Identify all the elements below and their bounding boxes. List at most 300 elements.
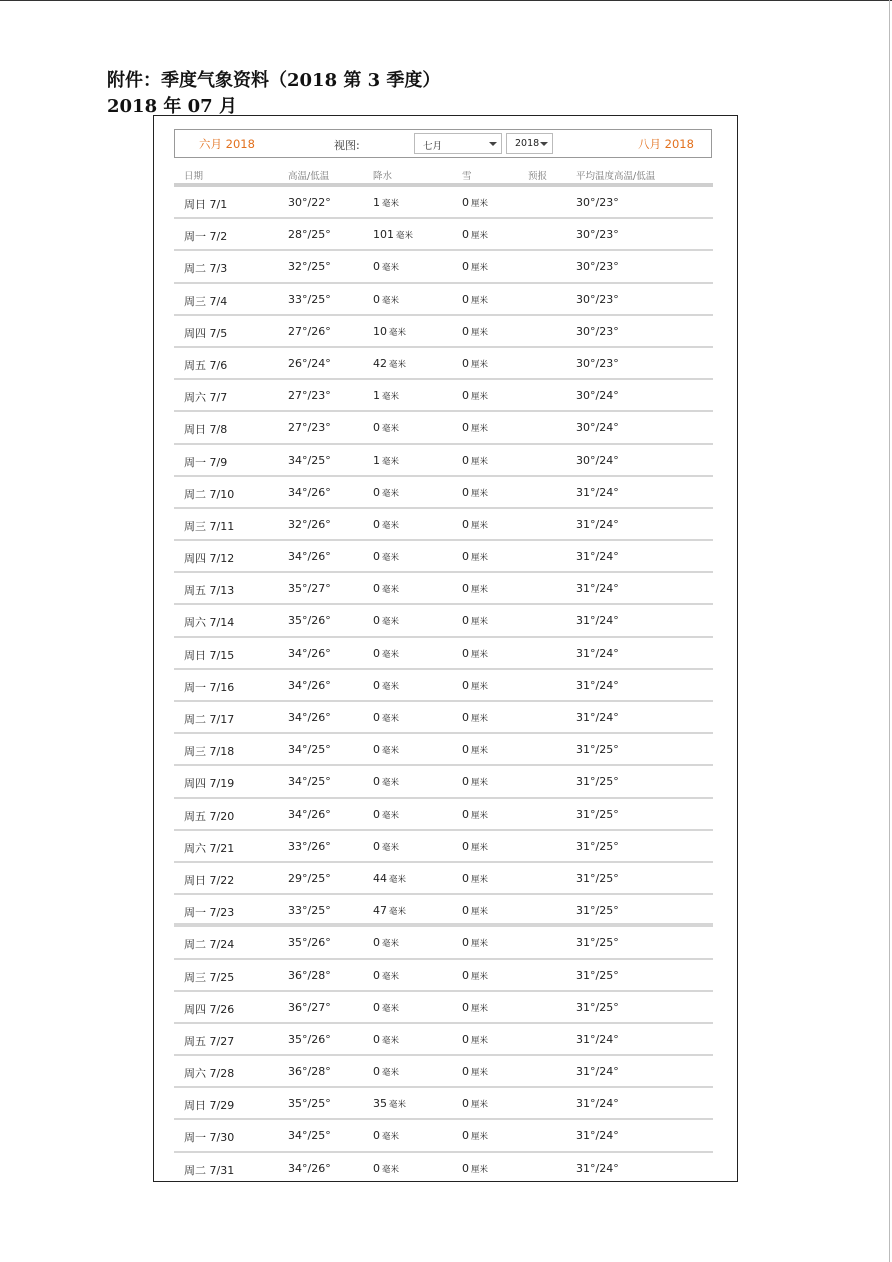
row-precip-value: 0 <box>373 678 380 692</box>
table-row <box>174 1024 713 1056</box>
row-precip-unit: 毫米 <box>389 874 407 885</box>
row-snow-value: 0 <box>462 904 469 918</box>
row-snow <box>462 357 488 370</box>
row-snow <box>462 840 488 853</box>
table-row <box>174 670 713 702</box>
row-precip-value: 101 <box>373 228 394 242</box>
row-avg-high-low: 31°/25° <box>576 936 619 950</box>
row-avg-high-low: 31°/24° <box>576 646 619 660</box>
row-precip <box>373 260 399 273</box>
row-precip-unit: 毫米 <box>389 1100 407 1111</box>
row-precip-value: 0 <box>373 1065 380 1079</box>
row-avg-high-low: 31°/24° <box>576 550 619 564</box>
table-row <box>174 573 713 605</box>
table-row <box>174 960 713 992</box>
row-avg-high-low: 31°/25° <box>576 904 619 918</box>
row-date: 周二 7/10 <box>184 487 235 501</box>
row-snow-unit: 厘米 <box>471 327 489 338</box>
row-precip <box>373 293 399 306</box>
row-snow-unit: 厘米 <box>471 585 489 596</box>
row-high-low: 34°/25° <box>288 1129 331 1143</box>
row-precip-value: 0 <box>373 711 380 724</box>
row-precip-unit: 毫米 <box>382 714 400 724</box>
row-precip-unit: 毫米 <box>382 1132 400 1143</box>
row-avg-high-low: 31°/25° <box>576 743 619 757</box>
table-row <box>174 766 713 798</box>
row-date: 周四 7/5 <box>184 326 228 340</box>
row-avg-high-low: 31°/25° <box>576 968 619 982</box>
row-precip <box>373 775 399 788</box>
row-snow <box>462 260 488 273</box>
row-precip <box>373 1162 399 1175</box>
row-precip-unit: 毫米 <box>396 231 414 242</box>
row-snow <box>462 582 488 595</box>
row-date: 周五 7/13 <box>184 584 235 598</box>
row-high-low: 34°/26° <box>288 678 331 692</box>
page-right-edge <box>889 0 890 1262</box>
row-snow <box>462 228 488 241</box>
row-precip-unit: 毫米 <box>389 327 407 338</box>
row-precip <box>373 743 399 756</box>
row-precip-unit: 毫米 <box>382 939 400 950</box>
row-snow <box>462 389 488 402</box>
row-precip-value: 0 <box>373 839 380 853</box>
row-precip-value: 0 <box>373 1161 380 1175</box>
row-avg-high-low: 31°/25° <box>576 1000 619 1014</box>
column-header-date: 日期 <box>184 171 204 182</box>
row-precip-unit: 毫米 <box>382 553 400 564</box>
row-snow-value: 0 <box>462 1129 469 1143</box>
month-navigation-bar <box>174 129 712 158</box>
row-high-low: 26°/24° <box>288 356 331 370</box>
row-snow-value: 0 <box>462 550 469 564</box>
row-avg-high-low: 31°/24° <box>576 517 619 531</box>
page-top-rule <box>0 0 892 1</box>
row-date: 周四 7/26 <box>184 1002 235 1016</box>
row-precip <box>373 1065 399 1078</box>
row-snow <box>462 904 488 917</box>
row-snow <box>462 550 488 563</box>
column-header-snow: 雪 <box>462 171 472 182</box>
row-snow <box>462 679 488 692</box>
row-snow <box>462 325 488 338</box>
row-precip-value: 0 <box>373 743 380 757</box>
row-high-low: 36°/28° <box>288 968 331 982</box>
table-row <box>174 380 713 412</box>
row-snow-value: 0 <box>462 807 469 821</box>
table-row <box>174 541 713 573</box>
row-date: 周四 7/12 <box>184 552 235 566</box>
row-high-low: 34°/26° <box>288 1161 331 1175</box>
row-precip-value: 0 <box>373 1000 380 1014</box>
row-date: 周三 7/4 <box>184 294 228 308</box>
row-snow-value: 0 <box>462 678 469 692</box>
row-precip-value: 0 <box>373 775 380 789</box>
row-snow-value: 0 <box>462 871 469 885</box>
table-row <box>174 187 713 219</box>
row-snow-unit: 厘米 <box>471 1003 489 1014</box>
row-date: 周五 7/20 <box>184 809 235 823</box>
row-precip-unit: 毫米 <box>389 907 407 918</box>
table-row <box>174 1153 713 1185</box>
row-snow <box>462 936 488 949</box>
row-snow <box>462 421 488 434</box>
row-precip-value: 42 <box>373 356 387 370</box>
row-precip-unit: 毫米 <box>382 1035 400 1046</box>
row-date: 周六 7/7 <box>184 391 228 405</box>
row-date: 周一 7/2 <box>184 230 228 244</box>
row-precip <box>373 389 399 402</box>
row-date: 周二 7/24 <box>184 938 235 952</box>
row-avg-high-low: 31°/24° <box>576 1065 619 1079</box>
row-precip-value: 10 <box>373 324 387 338</box>
row-snow-unit: 厘米 <box>471 746 489 757</box>
row-precip <box>373 1097 406 1110</box>
row-precip-unit: 毫米 <box>382 585 400 596</box>
row-snow <box>462 808 488 821</box>
row-snow-value: 0 <box>462 389 469 403</box>
row-snow-unit: 厘米 <box>471 424 489 435</box>
row-high-low: 35°/26° <box>288 614 331 628</box>
row-avg-high-low: 31°/25° <box>576 839 619 853</box>
row-precip-value: 1 <box>373 196 380 209</box>
row-snow <box>462 1033 488 1046</box>
row-precip-unit: 毫米 <box>382 263 400 274</box>
row-snow <box>462 872 488 885</box>
row-avg-high-low: 31°/24° <box>576 1097 619 1111</box>
row-snow-value: 0 <box>462 646 469 660</box>
row-high-low: 32°/26° <box>288 517 331 531</box>
row-precip-value: 44 <box>373 871 387 885</box>
row-high-low: 33°/25° <box>288 904 331 918</box>
column-header-forecast: 预报 <box>528 171 548 182</box>
row-precip <box>373 1001 399 1014</box>
table-row <box>174 1088 713 1120</box>
next-month-link[interactable]: 八月 2018 <box>638 137 694 151</box>
row-avg-high-low: 31°/24° <box>576 614 619 628</box>
row-precip-unit: 毫米 <box>382 810 400 821</box>
row-snow-value: 0 <box>462 356 469 370</box>
row-precip-unit: 毫米 <box>382 746 400 757</box>
month-select[interactable] <box>414 133 502 154</box>
row-high-low: 33°/25° <box>288 292 331 306</box>
row-precip-unit: 毫米 <box>382 520 400 531</box>
row-precip-value: 0 <box>373 517 380 531</box>
row-precip <box>373 1033 399 1046</box>
row-high-low: 36°/28° <box>288 1065 331 1079</box>
table-row <box>174 477 713 509</box>
row-snow <box>462 614 488 627</box>
row-snow-value: 0 <box>462 260 469 274</box>
row-high-low: 28°/25° <box>288 228 331 242</box>
row-snow-unit: 厘米 <box>471 359 489 370</box>
row-snow <box>462 486 488 499</box>
row-precip-unit: 毫米 <box>382 456 400 467</box>
row-snow-value: 0 <box>462 421 469 435</box>
row-precip-value: 35 <box>373 1097 387 1111</box>
row-precip-value: 0 <box>373 260 380 274</box>
row-avg-high-low: 31°/24° <box>576 711 619 724</box>
row-snow-unit: 厘米 <box>471 681 489 692</box>
row-precip-value: 0 <box>373 614 380 628</box>
row-avg-high-low: 30°/23° <box>576 196 619 209</box>
row-avg-high-low: 31°/24° <box>576 678 619 692</box>
row-precip-unit: 毫米 <box>382 778 400 789</box>
row-snow-value: 0 <box>462 936 469 950</box>
row-avg-high-low: 30°/23° <box>576 292 619 306</box>
row-high-low: 27°/23° <box>288 389 331 403</box>
table-row <box>174 992 713 1024</box>
view-label: 视图: <box>334 139 360 152</box>
row-date: 周一 7/9 <box>184 455 228 469</box>
row-date: 周二 7/3 <box>184 262 228 276</box>
row-snow-unit: 厘米 <box>471 1164 489 1175</box>
row-precip-value: 0 <box>373 1032 380 1046</box>
table-row <box>174 1120 713 1152</box>
column-header-avg: 平均温度高温/低温 <box>576 171 656 182</box>
row-snow-value: 0 <box>462 1065 469 1079</box>
row-date: 周二 7/31 <box>184 1163 235 1177</box>
month-select-value: 七月 <box>423 141 443 152</box>
row-precip-value: 0 <box>373 1129 380 1143</box>
row-snow-value: 0 <box>462 324 469 338</box>
row-snow-value: 0 <box>462 582 469 596</box>
row-precip-value: 1 <box>373 389 380 403</box>
row-snow-value: 0 <box>462 1097 469 1111</box>
row-precip-unit: 毫米 <box>382 392 400 403</box>
row-snow-unit: 厘米 <box>471 971 489 982</box>
row-snow-unit: 厘米 <box>471 939 489 950</box>
row-avg-high-low: 31°/24° <box>576 1161 619 1175</box>
row-avg-high-low: 30°/23° <box>576 260 619 274</box>
row-high-low: 35°/26° <box>288 1032 331 1046</box>
row-snow <box>462 196 488 209</box>
row-snow <box>462 518 488 531</box>
row-snow <box>462 1162 488 1175</box>
row-precip <box>373 647 399 660</box>
row-precip-value: 0 <box>373 485 380 499</box>
row-precip <box>373 711 399 724</box>
table-row <box>174 702 713 734</box>
row-snow-unit: 厘米 <box>471 714 489 724</box>
row-precip-unit: 毫米 <box>382 295 400 306</box>
row-date: 周五 7/6 <box>184 358 228 372</box>
row-precip-unit: 毫米 <box>382 1068 400 1079</box>
row-snow-value: 0 <box>462 743 469 757</box>
row-snow-unit: 厘米 <box>471 649 489 660</box>
row-precip <box>373 550 399 563</box>
row-high-low: 36°/27° <box>288 1000 331 1014</box>
row-snow <box>462 293 488 306</box>
row-high-low: 34°/26° <box>288 550 331 564</box>
row-avg-high-low: 30°/24° <box>576 421 619 435</box>
row-precip-value: 0 <box>373 550 380 564</box>
row-snow-unit: 厘米 <box>471 842 489 853</box>
row-snow-unit: 厘米 <box>471 907 489 918</box>
row-precip <box>373 679 399 692</box>
row-high-low: 34°/25° <box>288 775 331 789</box>
row-high-low: 27°/26° <box>288 324 331 338</box>
row-snow <box>462 647 488 660</box>
row-snow <box>462 743 488 756</box>
row-precip <box>373 518 399 531</box>
row-precip-value: 1 <box>373 453 380 467</box>
row-date: 周四 7/19 <box>184 777 235 791</box>
table-row <box>174 927 713 959</box>
row-date: 周六 7/21 <box>184 841 235 855</box>
row-date: 周日 7/15 <box>184 648 235 662</box>
table-row <box>174 605 713 637</box>
row-snow-value: 0 <box>462 614 469 628</box>
row-snow-unit: 厘米 <box>471 778 489 789</box>
row-precip <box>373 486 399 499</box>
row-snow <box>462 1129 488 1142</box>
row-date: 周五 7/27 <box>184 1034 235 1048</box>
row-date: 周日 7/22 <box>184 873 235 887</box>
row-precip-unit: 毫米 <box>382 842 400 853</box>
row-precip-value: 0 <box>373 646 380 660</box>
row-precip <box>373 904 406 917</box>
row-precip-unit: 毫米 <box>382 488 400 499</box>
row-snow-unit: 厘米 <box>471 488 489 499</box>
row-high-low: 29°/25° <box>288 871 331 885</box>
row-date: 周六 7/14 <box>184 616 235 630</box>
row-snow-value: 0 <box>462 1000 469 1014</box>
row-snow-value: 0 <box>462 228 469 242</box>
row-avg-high-low: 31°/24° <box>576 582 619 596</box>
row-avg-high-low: 31°/25° <box>576 871 619 885</box>
row-snow-unit: 厘米 <box>471 1068 489 1079</box>
row-precip <box>373 228 413 241</box>
row-date: 周日 7/29 <box>184 1099 235 1113</box>
year-select[interactable] <box>506 133 553 154</box>
row-precip <box>373 614 399 627</box>
chevron-down-icon <box>489 142 497 146</box>
row-precip-value: 0 <box>373 807 380 821</box>
row-snow-unit: 厘米 <box>471 295 489 306</box>
row-precip-unit: 毫米 <box>382 1003 400 1014</box>
row-snow <box>462 1065 488 1078</box>
row-date: 周三 7/25 <box>184 970 235 984</box>
row-high-low: 33°/26° <box>288 839 331 853</box>
row-precip-unit: 毫米 <box>382 681 400 692</box>
row-precip <box>373 325 406 338</box>
table-row <box>174 445 713 477</box>
table-row <box>174 895 713 927</box>
table-row <box>174 316 713 348</box>
row-snow-value: 0 <box>462 453 469 467</box>
row-precip <box>373 1129 399 1142</box>
row-date: 周日 7/1 <box>184 198 228 211</box>
row-snow-value: 0 <box>462 517 469 531</box>
row-precip-value: 0 <box>373 582 380 596</box>
row-snow-value: 0 <box>462 775 469 789</box>
row-precip-value: 0 <box>373 968 380 982</box>
row-avg-high-low: 30°/23° <box>576 324 619 338</box>
row-high-low: 30°/22° <box>288 196 331 209</box>
row-snow-value: 0 <box>462 839 469 853</box>
row-high-low: 34°/26° <box>288 711 331 724</box>
row-date: 周日 7/8 <box>184 423 228 437</box>
row-precip-value: 47 <box>373 904 387 918</box>
row-high-low: 34°/26° <box>288 646 331 660</box>
row-snow <box>462 711 488 724</box>
table-row <box>174 734 713 766</box>
row-high-low: 32°/25° <box>288 260 331 274</box>
row-high-low: 34°/26° <box>288 807 331 821</box>
row-precip <box>373 969 399 982</box>
table-row <box>174 251 713 283</box>
row-precip-unit: 毫米 <box>382 971 400 982</box>
table-row <box>174 219 713 251</box>
row-snow-value: 0 <box>462 1161 469 1175</box>
row-high-low: 35°/27° <box>288 582 331 596</box>
row-precip <box>373 357 406 370</box>
row-date: 周二 7/17 <box>184 713 235 726</box>
daily-weather-table <box>174 187 713 1185</box>
row-precip <box>373 582 399 595</box>
row-date: 周一 7/16 <box>184 680 235 694</box>
row-snow-unit: 厘米 <box>471 1132 489 1143</box>
previous-month-link[interactable]: 六月 2018 <box>199 137 255 151</box>
row-high-low: 27°/23° <box>288 421 331 435</box>
row-date: 周三 7/11 <box>184 519 235 533</box>
row-snow-value: 0 <box>462 711 469 724</box>
row-avg-high-low: 30°/24° <box>576 453 619 467</box>
table-row <box>174 284 713 316</box>
row-precip <box>373 808 399 821</box>
table-row <box>174 412 713 444</box>
row-snow-unit: 厘米 <box>471 617 489 628</box>
row-snow-unit: 厘米 <box>471 520 489 531</box>
row-precip <box>373 840 399 853</box>
row-snow-value: 0 <box>462 196 469 209</box>
row-precip-unit: 毫米 <box>382 424 400 435</box>
document-subtitle: 2018 年 07 月 <box>107 96 237 117</box>
row-high-low: 35°/26° <box>288 936 331 950</box>
row-precip-value: 0 <box>373 292 380 306</box>
table-row <box>174 1056 713 1088</box>
row-precip <box>373 872 406 885</box>
row-date: 周一 7/23 <box>184 906 235 920</box>
row-avg-high-low: 30°/23° <box>576 228 619 242</box>
row-snow <box>462 454 488 467</box>
table-row <box>174 799 713 831</box>
row-high-low: 34°/25° <box>288 743 331 757</box>
year-select-value: 2018 <box>515 138 540 149</box>
row-precip-unit: 毫米 <box>382 649 400 660</box>
row-avg-high-low: 30°/23° <box>576 356 619 370</box>
chevron-down-icon <box>540 142 548 146</box>
row-snow-unit: 厘米 <box>471 553 489 564</box>
row-precip-unit: 毫米 <box>382 1164 400 1175</box>
row-snow-value: 0 <box>462 1032 469 1046</box>
row-snow-unit: 厘米 <box>471 810 489 821</box>
row-avg-high-low: 30°/24° <box>576 389 619 403</box>
row-avg-high-low: 31°/24° <box>576 1032 619 1046</box>
column-header-hilo: 高温/低温 <box>288 171 330 182</box>
row-snow-value: 0 <box>462 968 469 982</box>
row-snow <box>462 775 488 788</box>
row-precip-unit: 毫米 <box>389 359 407 370</box>
table-row <box>174 638 713 670</box>
row-high-low: 35°/25° <box>288 1097 331 1111</box>
table-row <box>174 509 713 541</box>
row-precip-value: 0 <box>373 421 380 435</box>
row-snow-unit: 厘米 <box>471 874 489 885</box>
row-precip-unit: 毫米 <box>382 617 400 628</box>
row-snow-value: 0 <box>462 292 469 306</box>
